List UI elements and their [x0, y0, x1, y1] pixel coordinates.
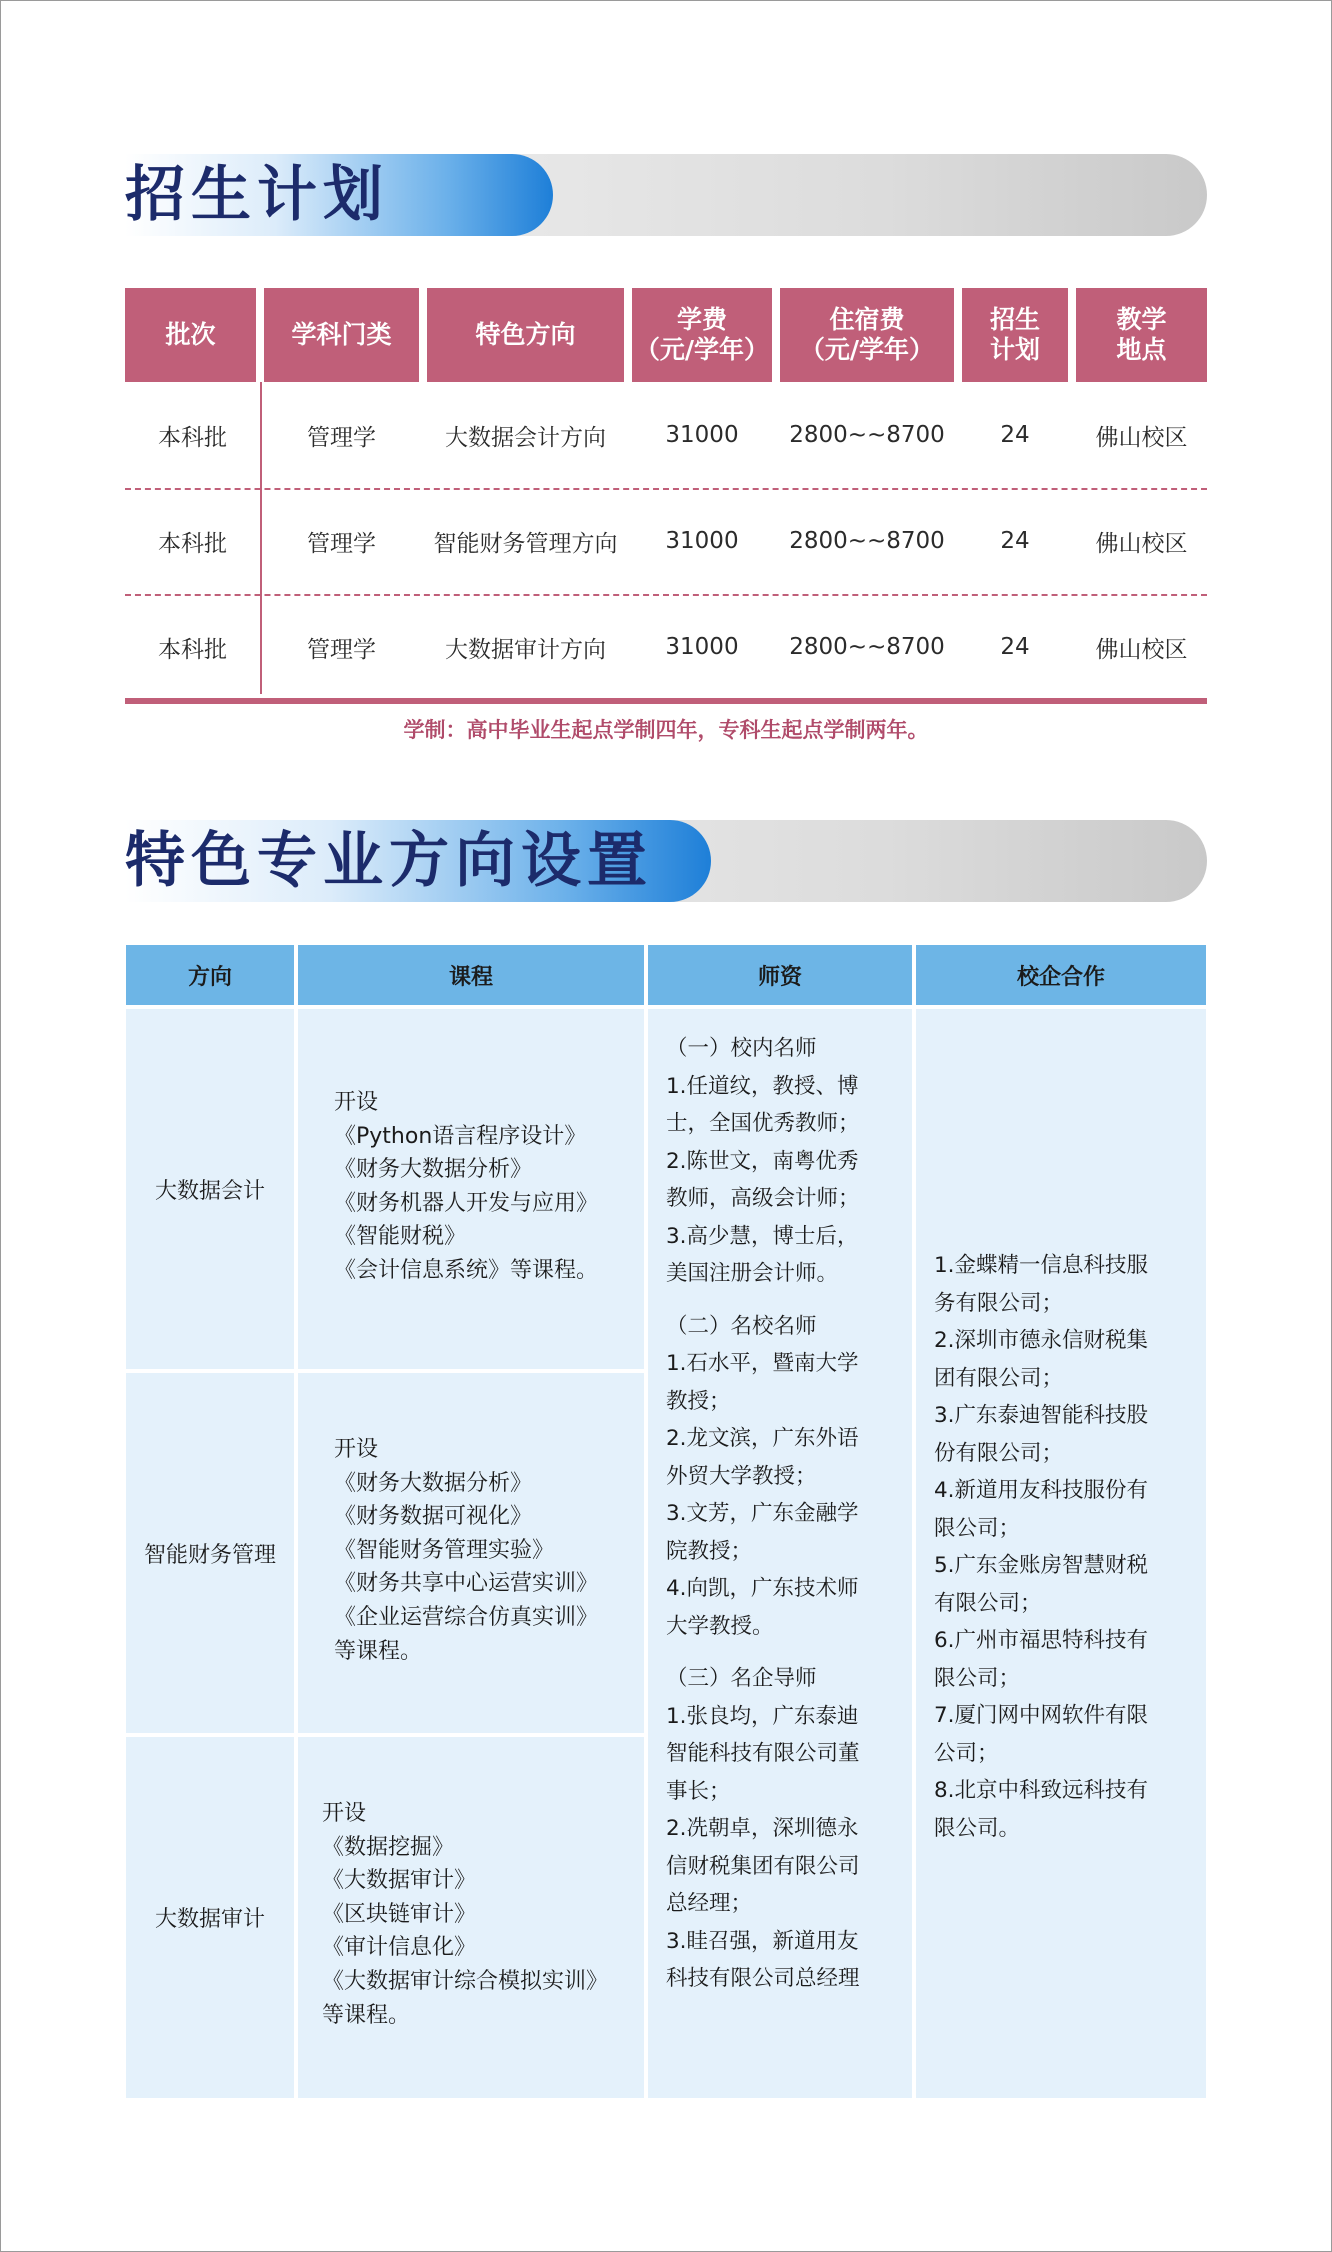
section-title-directions: 特色专业方向设置	[125, 826, 653, 896]
table-cell: 24	[1000, 422, 1030, 448]
table-cell: 大数据会计方向	[445, 424, 606, 451]
table-cell: 佛山校区	[1095, 424, 1188, 451]
table-cell: 智能财务管理方向	[433, 530, 618, 557]
faculty-group	[666, 1660, 916, 1998]
header-cell-courses: 课程	[298, 945, 644, 1005]
faculty-line: 士，全国优秀教师；	[666, 1111, 860, 1136]
direction-name: 大数据审计	[154, 1907, 265, 1932]
header-cell-partners: 校企合作	[916, 945, 1206, 1005]
course-line: 开设	[334, 1090, 379, 1115]
table-cell: 24	[1000, 634, 1030, 660]
faculty-line: 2.龙文滨，广东外语	[666, 1426, 859, 1451]
table-cell: 大数据审计方向	[445, 636, 606, 663]
faculty-line: 1.张良均，广东泰迪	[666, 1703, 859, 1729]
course-line: 《财务大数据分析》	[334, 1470, 533, 1496]
faculty-line: 科技有限公司总经理	[666, 1966, 860, 1991]
faculty-line: 外贸大学教授；	[666, 1463, 817, 1489]
header-cell-campus: 教学 地点	[1076, 288, 1207, 382]
faculty-group	[666, 1308, 916, 1646]
course-line: 《智能财税》	[334, 1224, 467, 1250]
partner-line: 3.广东泰迪智能科技股	[934, 1403, 1149, 1428]
column-divider	[260, 382, 262, 694]
course-line: 《财务机器人开发与应用》	[334, 1190, 599, 1216]
table-cell: 2800~~8700	[789, 422, 945, 448]
table-cell: 31000	[665, 422, 739, 448]
table-cell: 管理学	[307, 636, 376, 663]
table-cell: 31000	[665, 634, 739, 660]
header-cell-quota: 招生 计划	[962, 288, 1068, 382]
table-cell: 24	[1000, 528, 1030, 554]
course-line: 《财务共享中心运营实训》	[334, 1571, 599, 1597]
course-line: 开设	[322, 1801, 367, 1826]
section-banner-enrollment	[125, 154, 1207, 236]
faculty-line: 1.任道纹，教授、博	[666, 1073, 859, 1099]
partner-line: 有限公司；	[934, 1590, 1042, 1616]
faculty-line: 1.石水平，暨南大学	[666, 1351, 859, 1376]
faculty-line: 教师，高级会计师；	[666, 1186, 860, 1211]
header-cell-direction: 特色方向	[427, 288, 624, 382]
partner-line: 7.厦门网中网软件有限	[934, 1703, 1149, 1728]
table-cell: 本科批	[158, 636, 227, 663]
course-line: 《Python语言程序设计》	[334, 1123, 587, 1149]
partner-line: 2.深圳市德永信财税集	[934, 1328, 1149, 1353]
header-cell-batch: 批次	[125, 288, 256, 382]
course-line: 《财务大数据分析》	[334, 1157, 533, 1183]
course-line: 《财务数据可视化》	[334, 1504, 533, 1530]
course-list	[334, 1086, 598, 1288]
faculty-line: 教授；	[666, 1388, 731, 1414]
header-cell-tuition: 学费 （元/学年）	[632, 288, 772, 382]
faculty-line: 4.向凯，广东技术师	[666, 1576, 859, 1601]
partners-text	[934, 1247, 1194, 1847]
partner-line: 5.广东金账房智慧财税	[934, 1553, 1149, 1578]
partner-line: 限公司；	[934, 1515, 1021, 1541]
partner-line: 务有限公司；	[934, 1290, 1064, 1316]
faculty-line: 2.冼朝卓，深圳德永	[666, 1816, 859, 1841]
course-line: 《智能财务管理实验》	[334, 1537, 555, 1563]
table-cell: 佛山校区	[1095, 636, 1188, 663]
course-line: 等课程。	[334, 1638, 423, 1664]
course-list	[334, 1433, 598, 1668]
course-list	[322, 1797, 608, 2032]
course-line: 《大数据审计》	[322, 1868, 477, 1894]
faculty-line: （一）校内名师	[666, 1036, 817, 1061]
table-cell: 佛山校区	[1095, 530, 1188, 557]
faculty-line: 3.眭召强，新道用友	[666, 1928, 859, 1954]
course-line: 《审计信息化》	[322, 1935, 477, 1961]
partner-line: 4.新道用友科技服份有	[934, 1478, 1149, 1503]
table-bottom-rule	[125, 698, 1207, 704]
header-cell-discipline: 学科门类	[264, 288, 419, 382]
faculty-group	[666, 1030, 916, 1293]
faculty-line: （三）名企导师	[666, 1666, 817, 1691]
direction-name: 智能财务管理	[143, 1542, 276, 1568]
course-line: 等课程。	[322, 2002, 411, 2028]
table-cell: 2800~~8700	[789, 634, 945, 660]
table-cell: 管理学	[307, 424, 376, 451]
faculty-line: 信财税集团有限公司	[666, 1853, 860, 1879]
faculty-text	[666, 1030, 916, 2013]
table-cell: 2800~~8700	[789, 528, 945, 554]
course-line: 《大数据审计综合模拟实训》	[322, 1968, 609, 1994]
faculty-line: 3.高少慧，博士后，	[666, 1223, 859, 1249]
partner-line: 8.北京中科致远科技有	[934, 1778, 1149, 1803]
section-banner-directions	[125, 820, 1207, 902]
faculty-line: 3.文芳，广东金融学	[666, 1501, 859, 1526]
faculty-line: （二）名校名师	[666, 1313, 817, 1339]
course-line: 开设	[334, 1437, 379, 1462]
direction-name: 大数据会计	[154, 1178, 265, 1204]
partner-line: 限公司；	[934, 1665, 1021, 1691]
course-line: 《企业运营综合仿真实训》	[334, 1604, 599, 1630]
partner-line: 限公司。	[934, 1815, 1021, 1841]
partner-line: 6.广州市福思特科技有	[934, 1628, 1149, 1653]
course-line: 《数据挖掘》	[322, 1834, 455, 1860]
course-line: 《会计信息系统》等课程。	[334, 1257, 599, 1283]
faculty-line: 大学教授。	[666, 1613, 774, 1639]
table-cell: 31000	[665, 528, 739, 554]
header-cell-accommodation: 住宿费 （元/学年）	[780, 288, 954, 382]
enrollment-plan-table	[125, 288, 1207, 706]
faculty-line: 2.陈世文，南粤优秀	[666, 1148, 859, 1174]
schooling-note: 学制：高中毕业生起点学制四年，专科生起点学制两年。	[403, 718, 929, 742]
table-cell: 管理学	[307, 530, 376, 557]
table-cell: 本科批	[158, 424, 227, 451]
course-line: 《区块链审计》	[322, 1901, 477, 1927]
direction-table	[126, 945, 1206, 2098]
table-cell: 本科批	[158, 530, 227, 557]
faculty-line: 事长；	[666, 1778, 731, 1804]
faculty-line: 院教授；	[666, 1538, 753, 1564]
header-cell-direction: 方向	[126, 945, 294, 1005]
faculty-line: 美国注册会计师。	[666, 1261, 839, 1286]
header-cell-faculty: 师资	[648, 945, 912, 1005]
partner-line: 团有限公司；	[934, 1365, 1064, 1391]
section-title-enrollment: 招生计划	[125, 160, 389, 230]
partner-line: 1.金蝶精一信息科技服	[934, 1253, 1149, 1278]
partner-line: 公司；	[934, 1740, 999, 1766]
partner-line: 份有限公司；	[934, 1440, 1064, 1466]
faculty-line: 总经理；	[666, 1891, 753, 1916]
faculty-line: 智能科技有限公司董	[666, 1741, 860, 1766]
